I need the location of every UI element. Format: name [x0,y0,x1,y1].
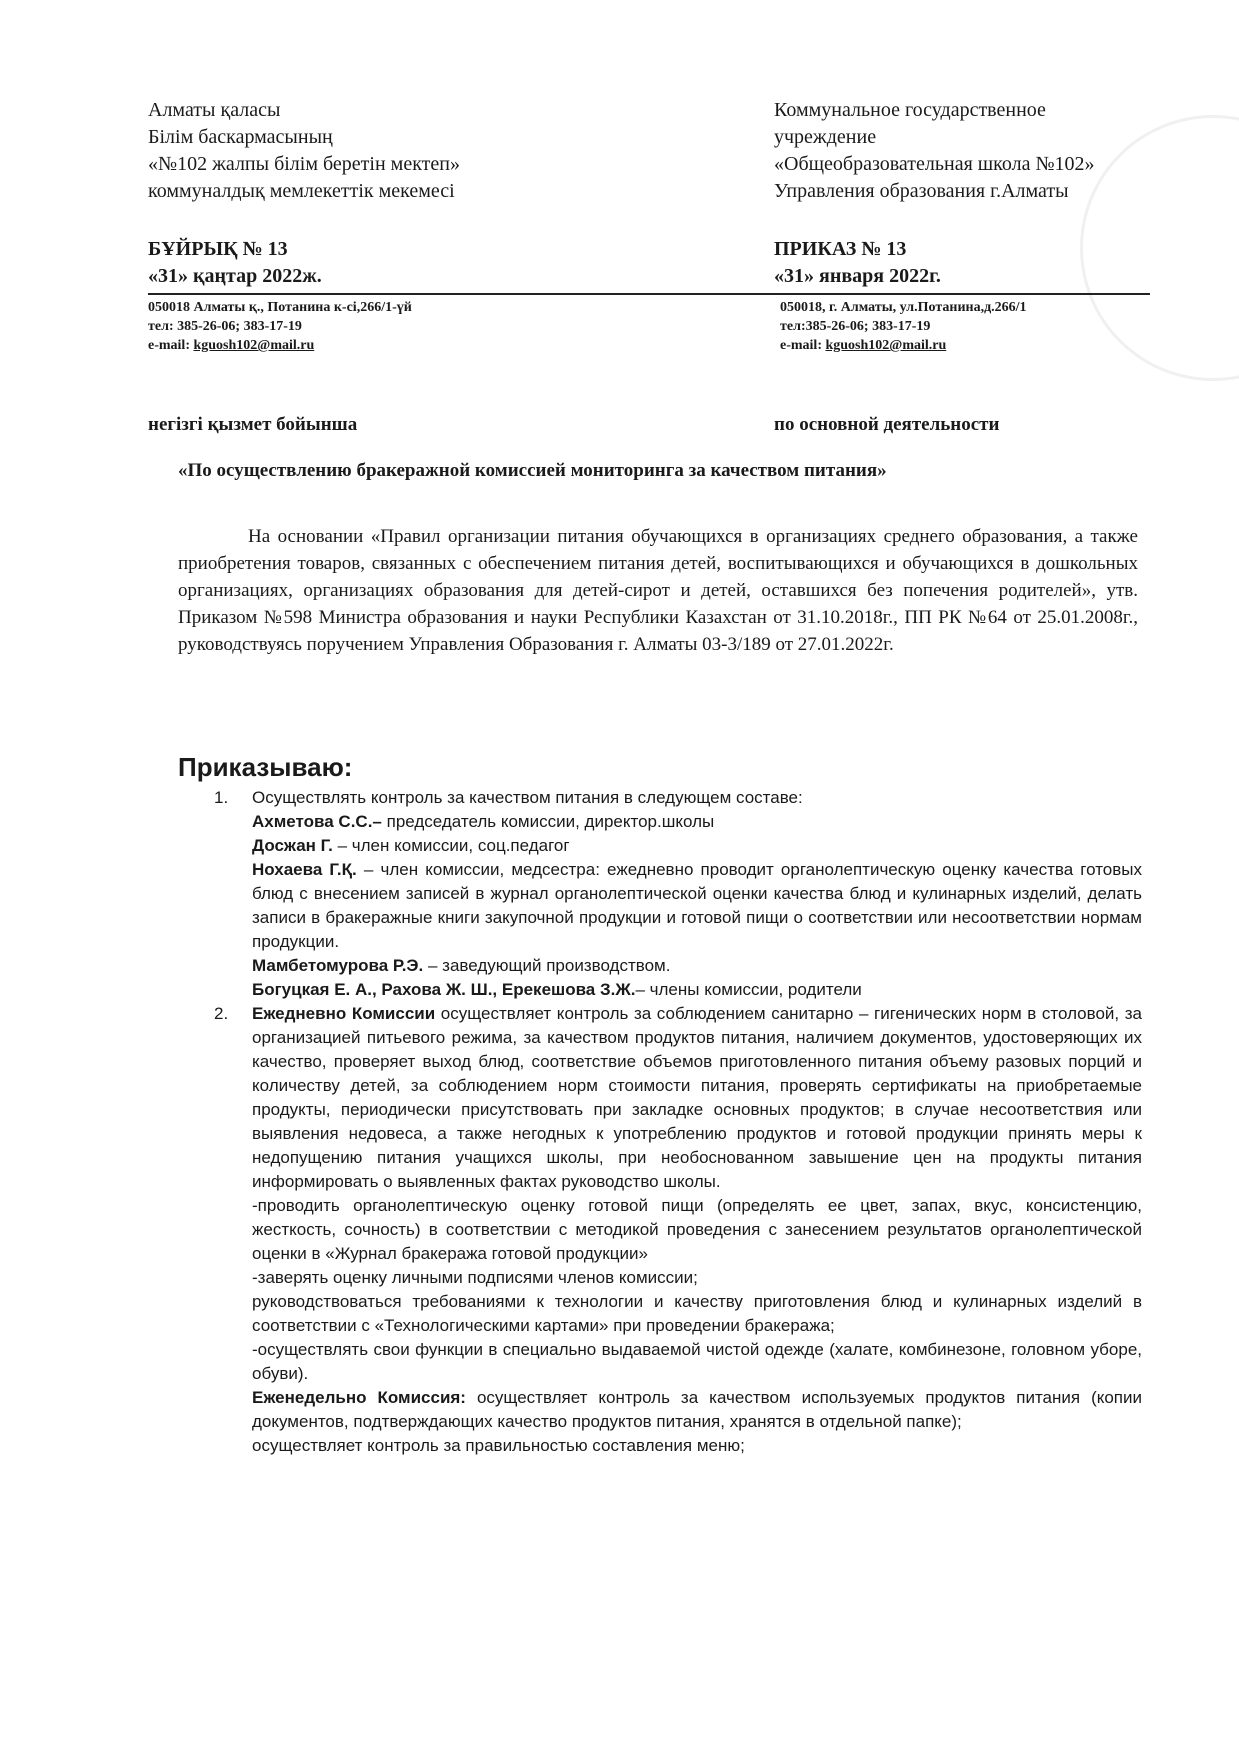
faint-stamp-mark [1080,115,1239,381]
order-right [774,236,941,290]
duty-paragraph: -осуществлять свои функции в специально выдаваемой чистой одежде (халате, комбинезоне, головном уборе, обуви). [252,1340,1142,1383]
item-number-1: 1. [214,788,229,807]
header-left-line3: «№102 жалпы білім беретін мектеп» [148,153,460,175]
weekly-text: осуществляет контроль за качеством используемых продуктов питания (копии документов, подтверждающих качество продуктов питания, хранятся в отдельной папке); [252,1388,1143,1431]
commission-member [252,858,1142,954]
member-role: председатель комиссии, директор.школы [381,812,715,831]
contact-right-phone: тел:385-26-06; 383-17-19 [780,319,931,334]
member-name: Нохаева Г.Қ. [252,860,357,879]
member-role: – член комиссии, соц.педагог [332,836,570,855]
contact-right-email-label: e-mail: [780,338,826,353]
member-name: Богуцкая Е. А., Рахова Ж. Ш., Ерекешова З.Ж. [252,980,636,999]
contact-left [148,298,412,355]
item-2-text: осуществляет контроль за соблюдением санитарно – гигенических норм в столовой, за организацией питьевого режима, за качеством продуктов питания, наличием документов, удостоверяющих их качество, проверяет выход блюд, соответствие объемов приготовленного питания объему разовых порций и количеству детей, за соблюдением норм стоимости питания, проверять сертификаты на приобретаемые продукты, периодически присутствовать при закладке основных продуктов; в случае несоответствия или выявления недовеса, а также негодных к употреблению продуктов и готовой продукции принять меры к недопущению питания учащихся школы, при необоснованном завышение цен на продукты питания информировать о выявленных фактах руководство школы. [252,1004,1142,1191]
weekly-paragraph [252,1386,1142,1434]
member-role: – члены комиссии, родители [635,980,862,999]
contact-right-address: 050018, г. Алматы, ул.Потанина,д.266/1 [780,300,1027,315]
contact-left-phone: тел: 385-26-06; 383-17-19 [148,319,302,334]
contact-left-email-label: e-mail: [148,338,194,353]
commission-member [252,954,1142,978]
activity-left: негізгі қызмет бойынша [148,414,358,435]
order-heading: Приказываю: [178,752,353,782]
duty-paragraph: -заверять оценку личными подписями членов комиссии; [252,1268,698,1287]
document-title: «По осуществлению бракеражной комиссией мониторинга за качеством питания» [178,460,887,481]
contact-left-address: 050018 Алматы қ., Потанина к-сі,266/1-үй [148,300,412,315]
header-right-institution [774,97,1095,205]
order-items [214,786,1143,1458]
member-name: Досжан Г. [252,836,333,855]
item-2-lead: Ежедневно Комиссии [252,1004,436,1023]
order-left-number: БҰЙРЫҚ № 13 [148,238,288,260]
commission-member [252,810,1142,834]
header-left-line4: коммуналдық мемлекеттік мекемесі [148,180,455,202]
item-number-2: 2. [214,1004,229,1023]
activity-right: по основной деятельности [774,414,1000,435]
item-1-intro: Осуществлять контроль за качеством питания в следующем составе: [252,788,803,807]
header-divider [148,293,1150,295]
header-left-line2: Білім баскармасының [148,126,333,148]
member-name: Ахметова С.С.– [252,812,382,831]
order-right-number: ПРИКАЗ № 13 [774,238,907,260]
preamble-paragraph: На основании «Правил организации питания обучающихся в организациях среднего образования, а также приобретения товаров, связанных с обеспечением питания детей, воспитывающихся и обучающихся в дошкольных организациях, организациях образования для детей-сирот и детей, оставшихся без попечения родителей», утв. Приказом №598 Министра образования и науки Республики Казахстан от 31.10.2018г., ПП РК №64 от 25.01.2008г., руководствуясь поручением Управления Образования г. Алматы 03-3/189 от 27.01.2022г. [178,526,1138,655]
header-right-line3: «Общеобразовательная школа №102» [774,153,1095,175]
contact-right-email-link[interactable]: kguosh102@mail.ru [825,338,947,353]
member-role: – член комиссии, медсестра: ежедневно проводит органолептическую оценку качества готовых блюд с внесением записей в журнал органолептической оценки качества блюд и кулинарных изделий, делать записи в бракеражные книги закупочной продукции и готовой пищи о соответствии или несоответствии нормам продукции. [252,860,1143,951]
member-role: – заведующий производством. [423,956,671,975]
header-right-line1: Коммунальное государственное [774,99,1046,121]
list-item [214,1002,1142,1194]
header-left-institution [148,97,460,205]
list-item [214,786,1142,810]
weekly-lead: Еженедельно Комиссия: [252,1388,466,1407]
contact-left-email-link[interactable]: kguosh102@mail.ru [193,338,315,353]
duty-paragraph: -проводить органолептическую оценку готовой пищи (определять ее цвет, запах, вкус, консистенцию, жесткость, сочность) в соответствии с методикой проведения с занесением результатов органолептической оценки в «Журнал бракеража готовой продукции» [252,1196,1142,1263]
duty-paragraph: осуществляет контроль за правильностью составления меню; [252,1436,745,1455]
header-left-line1: Алматы қаласы [148,99,281,121]
order-right-date: «31» января 2022г. [774,265,941,287]
contact-right [780,298,1027,355]
duty-paragraph: руководствоваться требованиями к технологии и качеству приготовления блюд и кулинарных изделий в соответствии с «Технологическими картами» при проведении бракеража; [252,1292,1142,1335]
header-right-line2: учреждение [774,126,877,148]
order-left-date: «31» қаңтар 2022ж. [148,265,322,287]
commission-member [252,834,1142,858]
member-name: Мамбетомурова Р.Э. [252,956,424,975]
commission-member [252,978,1142,1002]
header-right-line4: Управления образования г.Алматы [774,180,1069,202]
order-left [148,236,322,290]
